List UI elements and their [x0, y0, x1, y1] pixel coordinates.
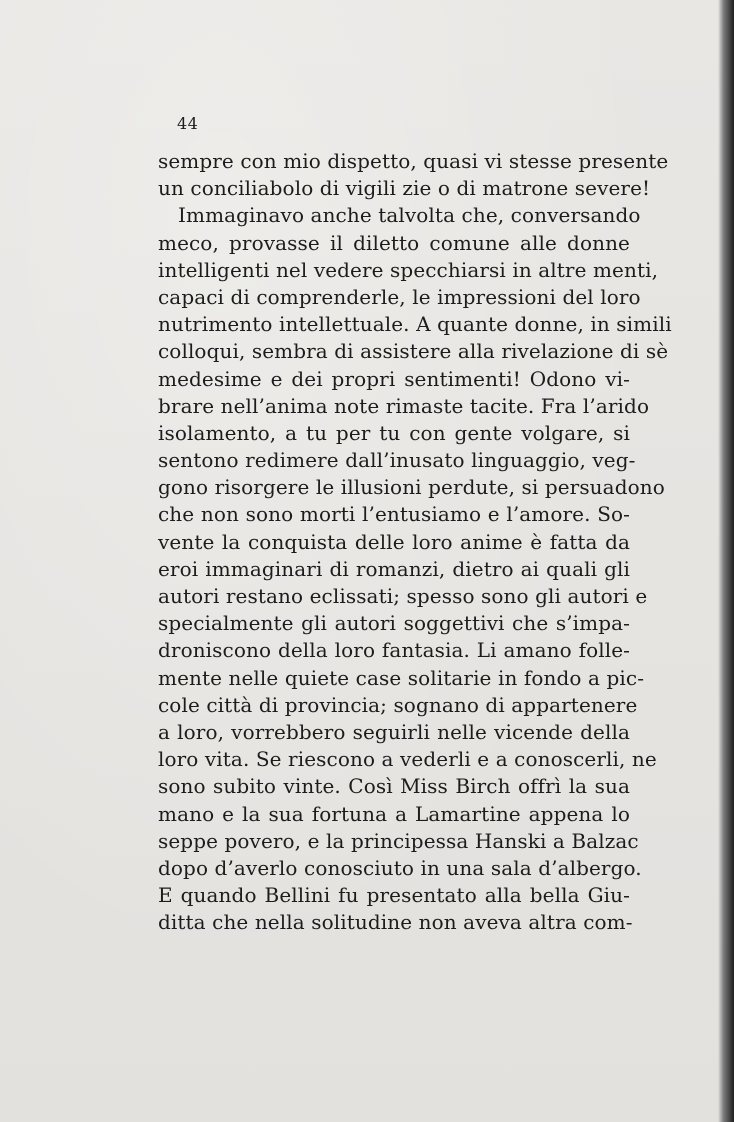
text-line: seppe povero, e la principessa Hanski a Balzac — [158, 828, 639, 853]
text-line: loro vita. Se riescono a vederli e a conoscerli, ne — [158, 747, 657, 772]
text-line: vente la conquista delle loro anime è fatta da — [158, 529, 630, 554]
text-line: cole città di provincia; sognano di appartenere — [158, 692, 638, 717]
text-line: eroi immaginari di romanzi, dietro ai quali gli — [158, 556, 630, 581]
text-line: droniscono della loro fantasia. Li amano folle- — [158, 638, 630, 663]
text-line: brare nell’anima note rimaste tacite. Fra l’arido — [158, 393, 650, 418]
text-line: meco, provasse il diletto comune alle donne — [158, 230, 630, 255]
text-line: sentono redimere dall’inusato linguaggio, veg- — [158, 448, 636, 473]
text-line: sono subito vinte. Così Miss Birch offrì la sua — [158, 774, 630, 799]
text-line: mano e la sua fortuna a Lamartine appena lo — [158, 801, 630, 826]
text-line: ditta che nella solitudine non aveva altra com- — [158, 910, 633, 935]
text-line: colloqui, sembra di assistere alla rivelazione di sè — [158, 339, 669, 364]
text-line: sempre con mio dispetto, quasi vi stesse presente — [158, 149, 669, 173]
text-line: capaci di comprenderle, le impressioni del loro — [158, 284, 641, 309]
text-line: a loro, vorrebbero seguirli nelle vicende della — [158, 719, 630, 744]
text-line: dopo d’averlo conosciuto in una sala d’albergo. — [158, 855, 642, 880]
text-line: gono risorgere le illusioni perdute, si persuadono — [158, 475, 665, 500]
text-line: Immaginavo anche talvolta che, conversando — [178, 203, 641, 228]
text-line: un conciliabolo di vigili zie o di matrone severe! — [158, 176, 651, 201]
text-line: mente nelle quiete case solitarie in fondo a pic- — [158, 665, 645, 690]
book-spine-edge — [718, 0, 734, 1122]
text-line: nutrimento intellettuale. A quante donne, in simili — [158, 312, 672, 337]
text-line: intelligenti nel vedere specchiarsi in altre menti, — [158, 257, 659, 282]
text-line: isolamento, a tu per tu con gente volgare, si — [158, 420, 630, 445]
text-line: E quando Bellini fu presentato alla bella Giu- — [158, 883, 630, 908]
text-line: specialmente gli autori soggettivi che s’impa- — [158, 611, 630, 636]
page-number: 44 — [177, 114, 199, 133]
text-line: medesime e dei propri sentimenti! Odono vi- — [158, 366, 630, 391]
text-line: autori restano eclissati; spesso sono gli autori e — [158, 584, 648, 608]
body-text — [158, 148, 672, 936]
text-line: che non sono morti l’entusiamo e l’amore. So- — [158, 502, 630, 527]
